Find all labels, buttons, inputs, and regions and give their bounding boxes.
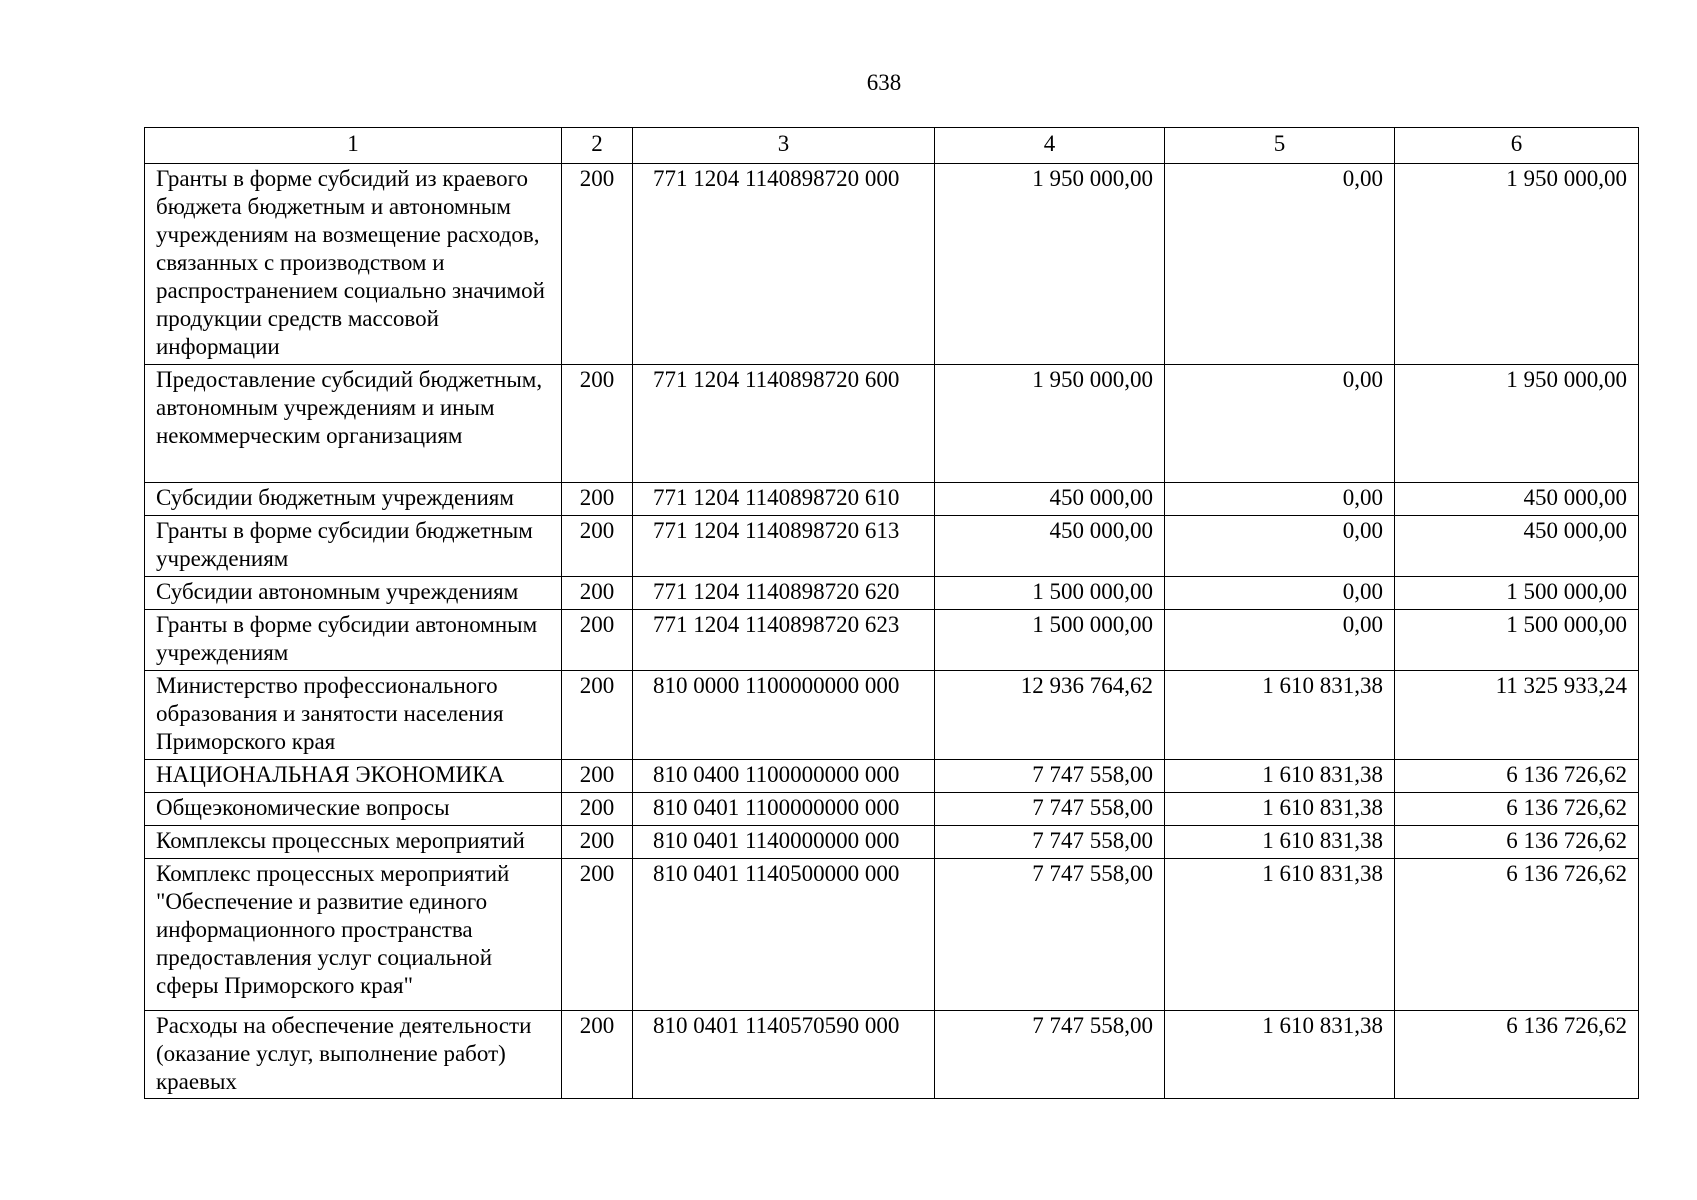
row-admin-code: 200 bbox=[562, 826, 633, 859]
row-admin-code: 200 bbox=[562, 793, 633, 826]
row-name: Гранты в форме субсидии автономным учреждениям bbox=[145, 610, 562, 671]
column-header-3: 3 bbox=[633, 128, 935, 164]
row-amount-col5: 1 610 831,38 bbox=[1165, 826, 1395, 859]
row-name: НАЦИОНАЛЬНАЯ ЭКОНОМИКА bbox=[145, 760, 562, 793]
row-admin-code: 200 bbox=[562, 610, 633, 671]
table-row bbox=[145, 610, 1639, 671]
row-amount-col4: 7 747 558,00 bbox=[935, 859, 1165, 1011]
table-header-row bbox=[145, 128, 1639, 164]
row-classification-code: 810 0401 1140500000 000 bbox=[633, 859, 935, 1011]
row-amount-col4: 7 747 558,00 bbox=[935, 1011, 1165, 1099]
row-admin-code: 200 bbox=[562, 577, 633, 610]
table-row bbox=[145, 365, 1639, 483]
table-row bbox=[145, 793, 1639, 826]
table-row bbox=[145, 483, 1639, 516]
row-name: Расходы на обеспечение деятельности (оказание услуг, выполнение работ) краевых bbox=[145, 1011, 562, 1099]
row-name: Комплекс процессных мероприятий "Обеспечение и развитие единого информационного пространства предоставления услуг социальной сферы Приморского края" bbox=[145, 859, 562, 1011]
row-name: Гранты в форме субсидий из краевого бюджета бюджетным и автономным учреждениям на возмещение расходов, связанных с производством и распространением социально значимой продукции средств массовой информации bbox=[145, 164, 562, 365]
row-admin-code: 200 bbox=[562, 1011, 633, 1099]
table-row bbox=[145, 671, 1639, 760]
row-amount-col5: 1 610 831,38 bbox=[1165, 760, 1395, 793]
row-amount-col6: 450 000,00 bbox=[1395, 483, 1639, 516]
row-classification-code: 810 0401 1140000000 000 bbox=[633, 826, 935, 859]
row-amount-col5: 0,00 bbox=[1165, 577, 1395, 610]
table-row bbox=[145, 1011, 1639, 1099]
page-number: 638 bbox=[866, 70, 902, 95]
row-amount-col5: 0,00 bbox=[1165, 610, 1395, 671]
table-row bbox=[145, 516, 1639, 577]
row-amount-col5: 0,00 bbox=[1165, 483, 1395, 516]
row-classification-code: 810 0000 1100000000 000 bbox=[633, 671, 935, 760]
budget-table bbox=[144, 127, 1639, 1099]
row-name: Общеэкономические вопросы bbox=[145, 793, 562, 826]
row-amount-col6: 6 136 726,62 bbox=[1395, 859, 1639, 1011]
row-classification-code: 771 1204 1140898720 000 bbox=[633, 164, 935, 365]
row-name: Гранты в форме субсидии бюджетным учреждениям bbox=[145, 516, 562, 577]
row-amount-col4: 12 936 764,62 bbox=[935, 671, 1165, 760]
row-amount-col6: 6 136 726,62 bbox=[1395, 793, 1639, 826]
row-amount-col5: 0,00 bbox=[1165, 365, 1395, 483]
row-admin-code: 200 bbox=[562, 671, 633, 760]
row-amount-col6: 1 500 000,00 bbox=[1395, 577, 1639, 610]
row-amount-col5: 1 610 831,38 bbox=[1165, 1011, 1395, 1099]
row-classification-code: 771 1204 1140898720 600 bbox=[633, 365, 935, 483]
row-admin-code: 200 bbox=[562, 483, 633, 516]
column-header-1: 1 bbox=[145, 128, 562, 164]
row-amount-col6: 1 500 000,00 bbox=[1395, 610, 1639, 671]
row-classification-code: 771 1204 1140898720 613 bbox=[633, 516, 935, 577]
row-amount-col6: 6 136 726,62 bbox=[1395, 1011, 1639, 1099]
row-amount-col6: 1 950 000,00 bbox=[1395, 365, 1639, 483]
row-amount-col6: 1 950 000,00 bbox=[1395, 164, 1639, 365]
row-amount-col5: 1 610 831,38 bbox=[1165, 793, 1395, 826]
row-name: Министерство профессионального образования и занятости населения Приморского края bbox=[145, 671, 562, 760]
row-amount-col4: 7 747 558,00 bbox=[935, 760, 1165, 793]
row-amount-col6: 450 000,00 bbox=[1395, 516, 1639, 577]
row-amount-col4: 450 000,00 bbox=[935, 483, 1165, 516]
column-header-2: 2 bbox=[562, 128, 633, 164]
row-classification-code: 810 0401 1100000000 000 bbox=[633, 793, 935, 826]
row-amount-col4: 1 500 000,00 bbox=[935, 577, 1165, 610]
table-row bbox=[145, 164, 1639, 365]
row-amount-col5: 0,00 bbox=[1165, 164, 1395, 365]
row-amount-col4: 7 747 558,00 bbox=[935, 826, 1165, 859]
row-admin-code: 200 bbox=[562, 859, 633, 1011]
row-amount-col6: 6 136 726,62 bbox=[1395, 760, 1639, 793]
row-admin-code: 200 bbox=[562, 516, 633, 577]
row-amount-col5: 0,00 bbox=[1165, 516, 1395, 577]
row-classification-code: 810 0400 1100000000 000 bbox=[633, 760, 935, 793]
row-amount-col4: 7 747 558,00 bbox=[935, 793, 1165, 826]
table-row bbox=[145, 760, 1639, 793]
table-row bbox=[145, 859, 1639, 1011]
row-amount-col5: 1 610 831,38 bbox=[1165, 859, 1395, 1011]
row-name: Комплексы процессных мероприятий bbox=[145, 826, 562, 859]
table-row bbox=[145, 577, 1639, 610]
row-name: Предоставление субсидий бюджетным, автономным учреждениям и иным некоммерческим организациям bbox=[145, 365, 562, 483]
row-classification-code: 771 1204 1140898720 623 bbox=[633, 610, 935, 671]
table-row bbox=[145, 826, 1639, 859]
row-amount-col6: 6 136 726,62 bbox=[1395, 826, 1639, 859]
column-header-6: 6 bbox=[1395, 128, 1639, 164]
column-header-4: 4 bbox=[935, 128, 1165, 164]
row-admin-code: 200 bbox=[562, 760, 633, 793]
row-admin-code: 200 bbox=[562, 365, 633, 483]
row-classification-code: 810 0401 1140570590 000 bbox=[633, 1011, 935, 1099]
row-name: Субсидии бюджетным учреждениям bbox=[145, 483, 562, 516]
row-amount-col6: 11 325 933,24 bbox=[1395, 671, 1639, 760]
row-amount-col4: 1 500 000,00 bbox=[935, 610, 1165, 671]
row-amount-col4: 450 000,00 bbox=[935, 516, 1165, 577]
row-classification-code: 771 1204 1140898720 610 bbox=[633, 483, 935, 516]
row-admin-code: 200 bbox=[562, 164, 633, 365]
row-amount-col4: 1 950 000,00 bbox=[935, 164, 1165, 365]
row-amount-col5: 1 610 831,38 bbox=[1165, 671, 1395, 760]
row-name: Субсидии автономным учреждениям bbox=[145, 577, 562, 610]
row-classification-code: 771 1204 1140898720 620 bbox=[633, 577, 935, 610]
column-header-5: 5 bbox=[1165, 128, 1395, 164]
row-amount-col4: 1 950 000,00 bbox=[935, 365, 1165, 483]
